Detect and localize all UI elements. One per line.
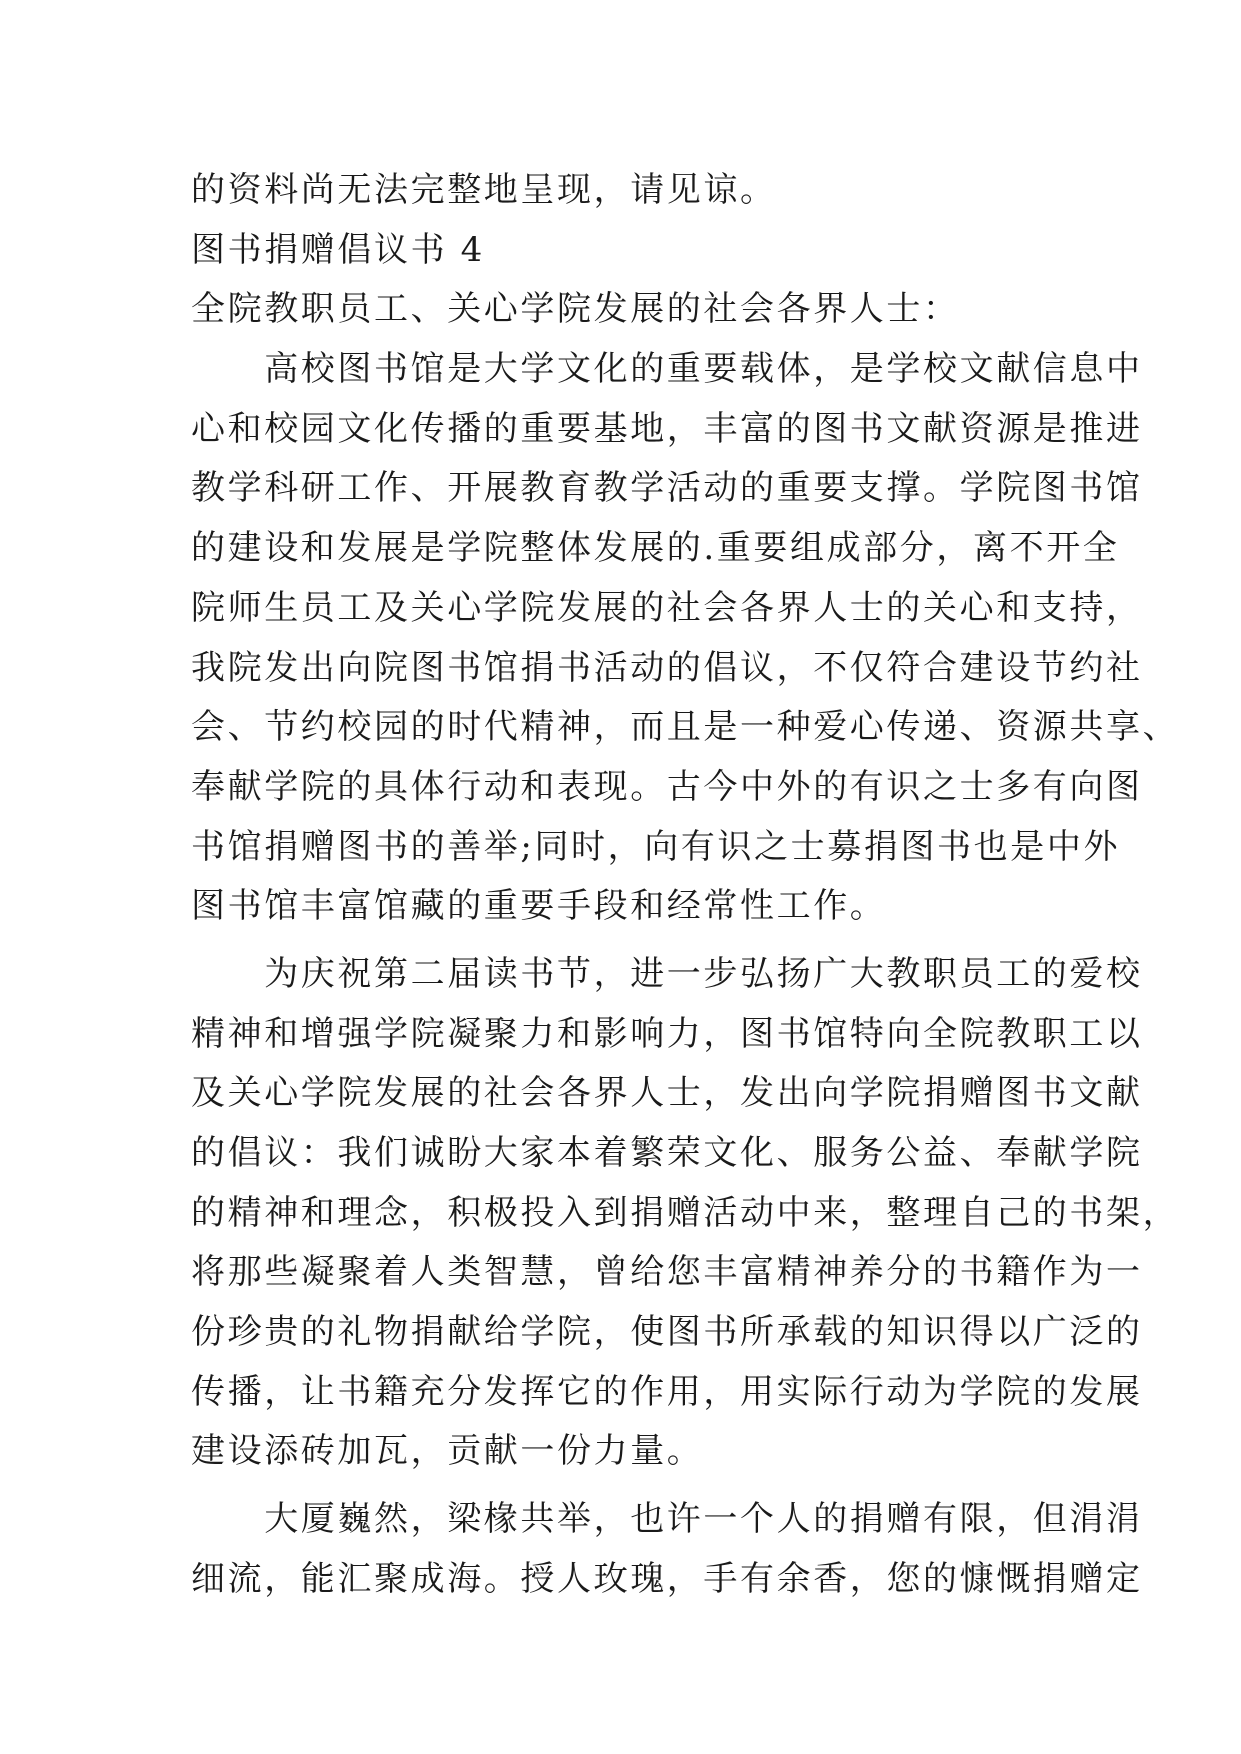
text-line: 建设添砖加瓦，贡献一份力量。 [191, 1431, 704, 1472]
text-line: 心和校园文化传播的重要基地，丰富的图书文献资源是推进 [191, 408, 1143, 449]
salutation: 全院教职员工、关心学院发展的社会各界人士： [191, 289, 960, 330]
section-title: 图书捐赠倡议书 4 [191, 229, 485, 270]
text-line: 的建设和发展是学院整体发展的.重要组成部分，离不开全 [191, 528, 1120, 569]
text-line: 书馆捐赠图书的善举;同时，向有识之士募捐图书也是中外 [191, 826, 1121, 867]
text-line: 传播，让书籍充分发挥它的作用，用实际行动为学院的发展 [191, 1371, 1143, 1412]
text-line: 精神和增强学院凝聚力和影响力，图书馆特向全院教职工以 [191, 1013, 1143, 1054]
text-line: 院师生员工及关心学院发展的社会各界人士的关心和支持， [191, 587, 1143, 628]
text-line: 份珍贵的礼物捐献给学院，使图书所承载的知识得以广泛的 [191, 1312, 1143, 1353]
text-line: 高校图书馆是大学文化的重要载体，是学校文献信息中 [191, 349, 1143, 390]
text-line: 将那些凝聚着人类智慧，曾给您丰富精神养分的书籍作为一 [191, 1252, 1143, 1293]
text-line: 图书馆丰富馆藏的重要手段和经常性工作。 [191, 886, 887, 927]
text-line: 会、节约校园的时代精神，而且是一种爱心传递、资源共享、 [191, 707, 1180, 748]
text-line: 细流，能汇聚成海。授人玫瑰，手有余香，您的慷慨捐赠定 [191, 1558, 1143, 1599]
text-line: 大厦巍然，梁椽共举，也许一个人的捐赠有限，但涓涓 [191, 1499, 1143, 1540]
text-line: 的精神和理念，积极投入到捐赠活动中来，整理自己的书架， [191, 1192, 1180, 1233]
paragraph-3 [191, 1490, 1143, 1609]
text-line: 及关心学院发展的社会各界人士，发出向学院捐赠图书文献 [191, 1073, 1143, 1114]
text-line: 的资料尚无法完整地呈现，请见谅。 [191, 170, 777, 210]
paragraph-2 [191, 945, 1180, 1482]
text-line: 我院发出向院图书馆捐书活动的倡议，不仅符合建设节约社 [191, 647, 1143, 688]
paragraph-gap [191, 937, 1071, 945]
document-body [191, 161, 1180, 1610]
paragraph-1 [191, 340, 1180, 937]
paragraph-gap [191, 1482, 1071, 1490]
text-line: 为庆祝第二届读书节，进一步弘扬广大教职员工的爱校 [191, 953, 1143, 994]
text-line: 的倡议：我们诚盼大家本着繁荣文化、服务公益、奉献学院 [191, 1133, 1143, 1173]
text-line: 奉献学院的具体行动和表现。古今中外的有识之士多有向图 [191, 766, 1143, 807]
text-line: 教学科研工作、开展教育教学活动的重要支撑。学院图书馆 [191, 468, 1143, 509]
